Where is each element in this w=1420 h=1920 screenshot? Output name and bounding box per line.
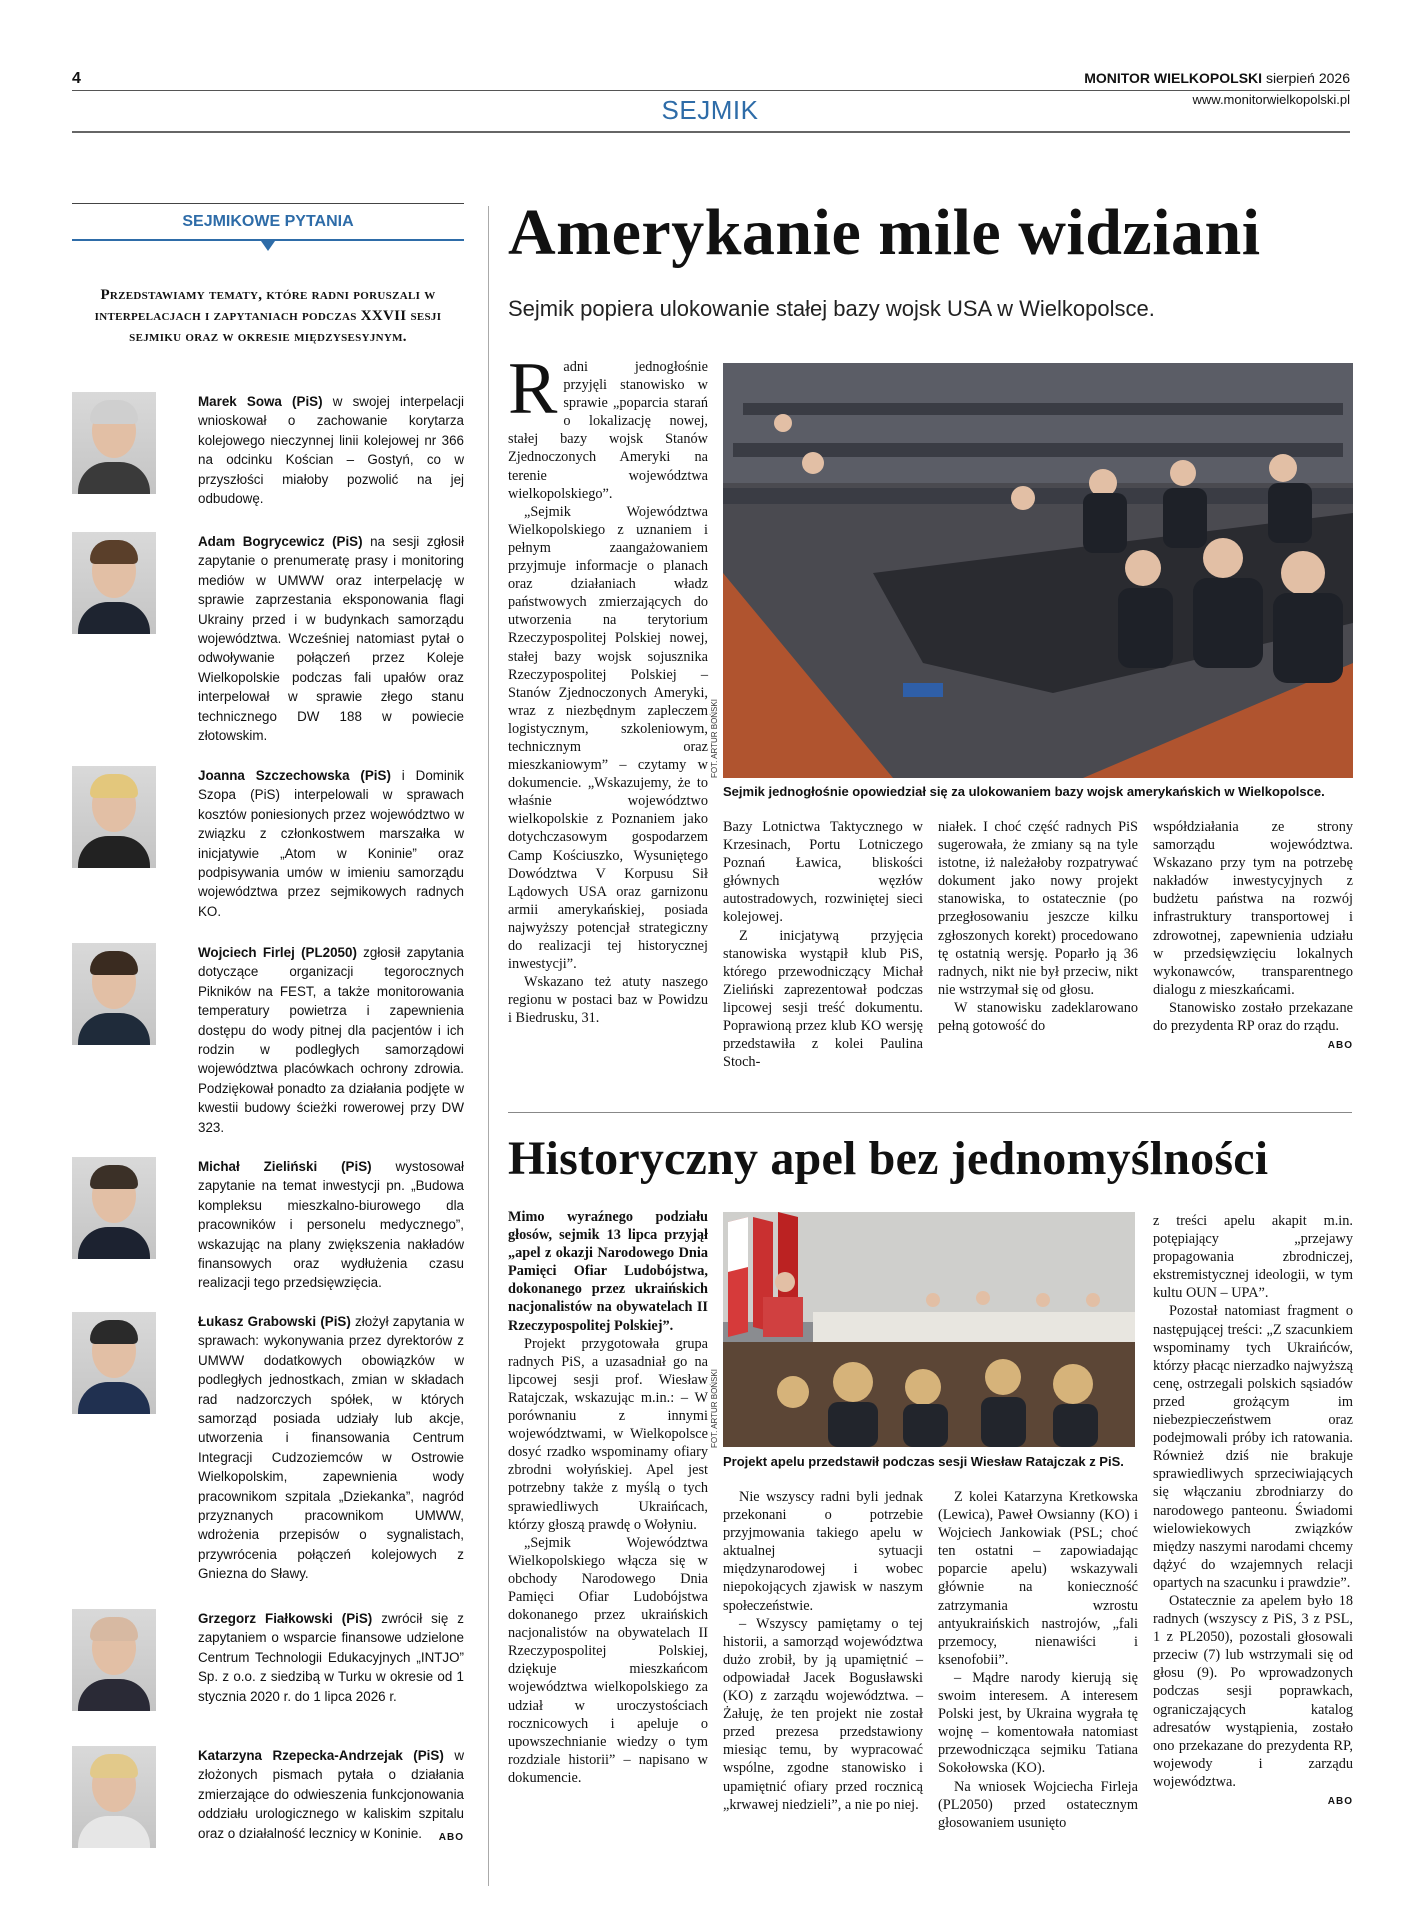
signature: ABO xyxy=(1327,1796,1353,1807)
article-column xyxy=(723,818,923,1071)
photo-credit: FOT. ARTUR BOŃSKI xyxy=(710,699,719,778)
avatar xyxy=(72,1746,156,1848)
sidebar-entry xyxy=(72,1312,464,1582)
avatar xyxy=(72,766,156,868)
entry-text: w złożonych pismach pytała o działania zmierzające do odwieszenia funkcjonowania oddziału urologicznego w kaliskim szpitalu oraz o działalność lecznicy w Koninie. xyxy=(198,1748,464,1841)
signature: ABO xyxy=(438,1831,464,1843)
paragraph: – Wszyscy pamiętamy o tej historii, a samorząd województwa dużo zrobił, by ją upamiętnić – odpowiadał Jacek Bogusławski (KO) z zarządu województwa. – Żałuję, że ten projekt nie został przed prezesa przedstawiony miesiąc temu, by wypracować wspólne, zgodne stanowisko i upamiętnić ofiary przed rocznicą „krwawej niedzieli”, a nie po niej. xyxy=(723,1615,923,1813)
entry-text: w swojej interpelacji wnioskował o zachowanie korytarza kolejowego nieczynnej linii kolejowej nr 366 na odcinku Kościan – Gostyń, co w przyszłości miałoby pozwolić na jej odbudowę. xyxy=(198,394,465,507)
masthead-brand: MONITOR WIELKOPOLSKI xyxy=(1084,70,1263,86)
avatar xyxy=(72,1157,156,1259)
avatar xyxy=(72,532,156,634)
avatar xyxy=(72,943,156,1045)
paragraph: Z inicjatywą przyjęcia stanowiska wystąpił klub PiS, którego przewodniczący Michał Zieliński zaprezentował podczas lipcowej sesji treść dokumentu. Poprawioną przez klub KO wersję przedstawiła z kolei Paulina Stoch- xyxy=(723,927,923,1071)
article-column xyxy=(1153,1212,1353,1811)
article-column xyxy=(938,1488,1138,1832)
sidebar-entry xyxy=(72,532,464,744)
entry-name: Wojciech Firlej (PL2050) xyxy=(198,945,357,960)
entry-name: Grzegorz Fiałkowski (PiS) xyxy=(198,1611,373,1626)
article-separator xyxy=(508,1112,1352,1113)
sidebar-entry xyxy=(72,766,465,919)
sidebar-entry xyxy=(72,1609,464,1719)
website-link[interactable]: www.monitorwielkopolski.pl xyxy=(1192,92,1350,107)
masthead-issue: sierpień 2026 xyxy=(1265,70,1350,86)
header-rule-bottom xyxy=(72,131,1350,133)
paragraph: Z kolei Katarzyna Kretkowska (Lewica), Paweł Owsianny (KO) i Wojciech Jankowiak (PSL; choć ten ostatni – zapowiadając poparcie apelu) wskazywali głównie na konieczność zatrzymania wzrostu antyukraińskich nastrojów, „fali przemocy, nienawiści i ksenofobii”. xyxy=(938,1489,1138,1668)
column-divider xyxy=(488,206,489,1886)
article-headline: Amerykanie mile widziani xyxy=(508,196,1261,269)
page-number: 4 xyxy=(72,70,81,87)
entry-name: Michał Zieliński (PiS) xyxy=(198,1159,372,1174)
entry-text: zwrócił się z zapytaniem o wsparcie finansowe udzielone Centrum Technologii Edukacyjnych „INTJO” Sp. z o.o. z siedzibą w Turku w okresie od 1 stycznia 2020 r. do 1 lipca 2026 r. xyxy=(198,1611,464,1704)
entry-name: Łukasz Grabowski (PiS) xyxy=(198,1314,351,1329)
paragraph: Na wniosek Wojciecha Firleja (PL2050) przed ostatecznym głosowaniem usunięto xyxy=(938,1778,1138,1831)
entry-name: Adam Bogrycewicz (PiS) xyxy=(198,534,363,549)
dropcap: R xyxy=(508,348,558,430)
photo-sejmik-session xyxy=(723,363,1353,778)
header-rule xyxy=(72,90,1350,91)
avatar xyxy=(72,1609,156,1711)
sidebar-intro: Przedstawiamy tematy, które radni poruszali w interpelacjach i zapytaniach podczas XXVII sesji sejmiku oraz w okresie międzysesyjnym. xyxy=(94,287,442,345)
masthead xyxy=(1084,70,1350,86)
entry-text: i Dominik Szopa (PiS) interpelowali w sprawach kosztów poniesionych przez województwo w związku z członkostwem marszałka w inicjatywie „Atom w Koninie” oraz podpisywania umów w imieniu samorządu województwa przez sejmikowych radnych KO. xyxy=(198,768,465,919)
photo-caption: Sejmik jednogłośnie opowiedział się za ulokowaniem bazy wojsk amerykańskich w Wielkopolsce. xyxy=(723,784,1325,799)
sidebar-entry xyxy=(72,1746,464,1856)
photo-credit: FOT. ARTUR BOŃSKI xyxy=(710,1369,719,1448)
article-lead: Sejmik popiera ulokowanie stałej bazy wojsk USA w Wielkopolsce. xyxy=(508,296,1155,321)
sidebar-rule xyxy=(72,203,464,204)
entry-name: Joanna Szczechowska (PiS) xyxy=(198,768,391,783)
photo-plenary-session xyxy=(723,1212,1135,1447)
paragraph: z treści apelu akapit m.in. potępiający „przejawy propagowania zbrodniczej, ekstremistycznej ideologii, w tym kultu OUN – UPA”. xyxy=(1153,1213,1353,1302)
paragraph: Pozostał natomiast fragment o następującej treści: „Z szacunkiem wspominamy tych Ukraińców, którzy płacąc nierzadko najwyższą cenę, ostrzegali polskich sąsiadów przed grożącym im niebezpieczeństwem oraz podejmowali próby ich ratowania. Również dziś nie brakuje sprawiedliwych sprzeciwiających się włączaniu zbrodniarzy do narodowego panteonu. Świadomi wielowiekowych związków między naszymi narodami chcemy dążyć do wzajemnych relacji opartych na szacunku i prawdzie”. xyxy=(1153,1303,1353,1591)
sidebar-arrow-icon xyxy=(261,241,275,251)
sidebar-entry xyxy=(72,1157,464,1291)
paragraph: współdziałania ze strony samorządu województwa. Wskazano przy tym na potrzebę nakładów inwestycyjnych z budżetu państwa na rozwój infrastruktury transportowej i zdrowotnej, zapewnienia udziału w przedsięwzięciu lokalnych wykonawców, transparentnego dialogu z mieszkańcami. xyxy=(1153,819,1353,998)
paragraph: „Sejmik Województwa Wielkopolskiego z uznaniem i pełnym zaangażowaniem przyjmuje informacje o planach oraz działaniach władz państwowych zmierzających do utworzenia na terytorium Rzeczypospolitej Polskiej nowej, stałej bazy wojsk sojusznika Rzeczypospolitej Polskiej – Stanów Zjednoczonych Ameryki, wraz z niezbędnym zapleczem logistycznym, szkoleniowym, technicznym oraz mieszkaniowym” – czytamy w dokumencie. „Wskazujemy, że to właśnie województwo wielkopolskie z Poznaniem jako dotychczasowym gospodarzem Camp Kościuszko, Wysuniętego Dowództwa V Korpusu Sił Lądowych USA oraz garnizonu armii amerykańskiej, posiada najwyższy potencjał strategiczny do realizacji tej historycznej inwestycji”. xyxy=(508,503,708,973)
sidebar-entry xyxy=(72,392,465,507)
paragraph: „Sejmik Województwa Wielkopolskiego włącza się w obchody Narodowego Dnia Pamięci Ofiar Ludobójstwa dokonanego przez ukraińskich nacjonalistów na obywatelach II Rzeczypospolitej Polskiej, dziękuje mieszkańcom województwa wielkopolskiego za udział w uroczystościach rocznicowych i apeluje o upowszechnianie wiedzy o tym rozdziale historii” – napisano w dokumencie. xyxy=(508,1534,708,1786)
entry-text: wystosował zapytanie na temat inwestycji pn. „Budowa kompleksu mieszkalno-biurowego dla pracowników i personelu medycznego”, wskazując na plany zwiększenia nakładów finansowych oraz wydłużenia czasu realizacji tego przedsięwzięcia. xyxy=(198,1159,464,1291)
entry-name: Marek Sowa (PiS) xyxy=(198,394,323,409)
entry-text: złożył zapytania w sprawach: wykonywania przez dyrektorów z UMWW dodatkowych obowiązków w podległych jednostkach, zmian w składach rad nadzorczych spółek, w których samorząd posiada udziały lub akcje, utworzenia i finansowania Centrum Integracji Cudzoziemców w Ostrowie Wielkopolskim, zapewnienia wody pracownikom szpitala „Dziekanka”, nagród przyznanych pracownikom UMWW, wdrożenia przepisów o sygnalistach, przywrócenia połączeń kolejowych z Gniezna do Sławy. xyxy=(198,1314,464,1582)
section-label: SEJMIK xyxy=(661,95,759,125)
article-column xyxy=(508,348,708,1027)
paragraph: niałek. I choć część radnych PiS sugerowała, że zmiany są na tyle istotne, iż należałoby rozpatrywać dokument jako nowy projekt stanowiska, to ostatecznie (po przegłosowaniu jeszcze kilku zgłoszonych korekt) procedowano tę ostatnią wersję. Poparło ją 36 radnych, nikt nie był przeciw, nikt nie wstrzymał się od głosu. xyxy=(938,819,1138,998)
entry-text: na sesji zgłosił zapytanie o prenumeratę prasy i monitoring mediów w UMWW oraz interpelację w sprawie zaprzestania eksponowania flagi Ukrainy przed i w budynkach samorządu województwa. Wcześniej natomiast pytał o odwoływanie połączeń przez Koleje Wielkopolskie podczas fali upałów oraz interpelował w sprawie złego stanu technicznego DW 188 w powiecie złotowskim. xyxy=(198,534,464,744)
article-photo xyxy=(723,363,1353,778)
article-column xyxy=(723,1488,923,1814)
article-headline: Historyczny apel bez jednomyślności xyxy=(508,1132,1269,1185)
sidebar-title: SEJMIKOWE PYTANIA xyxy=(182,213,354,230)
article-column xyxy=(508,1208,708,1787)
entry-name: Katarzyna Rzepecka-Andrzejak (PiS) xyxy=(198,1748,444,1763)
signature: ABO xyxy=(1327,1040,1353,1052)
paragraph: Wskazano też atuty naszego regionu w postaci baz w Powidzu i Biedrusku, 31. xyxy=(508,974,708,1027)
sidebar-entry xyxy=(72,943,464,1135)
paragraph: Projekt przygotowała grupa radnych PiS, a uzasadniał go na lipcowej sesji prof. Wiesław Ratajczak, wskazując m.in.: – W porównaniu z innymi województwami, w Wielkopolsce dosyć rzadko wspominamy ofiary zbrodni wołyńskiej. Apel jest potrzebny także z myślą o tych sprawiedliwych Ukraińcach, którzy głoszą prawdę o Wołyniu. xyxy=(508,1335,708,1533)
paragraph: – Mądre narody kierują się swoim interesem. A interesem Polski jest, by Ukraina wygrała tę wojnę – komentowała natomiast przewodnicząca sejmiku Tatiana Sokołowska (KO). xyxy=(938,1669,1138,1777)
entry-text: zgłosił zapytania dotyczące organizacji tegorocznych Pikników na FEST, a także monitorowania temperatury powietrza i zapewnienia dostępu do wody pitnej dla pacjentów i ich rodzin w podległych samorządowi województwa placówkach ochrony zdrowia. Podziękował ponadto za działania podjęte w kwestii budowy ścieżki rowerowej przy DW 323. xyxy=(198,945,464,1135)
paragraph: W stanowisku zadeklarowano pełną gotowość do xyxy=(938,999,1138,1035)
avatar xyxy=(72,1312,156,1414)
article-column xyxy=(1153,818,1353,1055)
paragraph: Nie wszyscy radni byli jednak przekonani o potrzebie przyjmowania takiego apelu w aktualnej sytuacji międzynarodowej i wobec niepokojących zjawisk w naszym społeczeństwie. xyxy=(723,1489,923,1614)
paragraph: Ostatecznie za apelem było 18 radnych (wszyscy z PiS, 3 z PSL, 1 z PL2050), pozostali głosowali przeciw (7) lub wstrzymali się od głosu (9). Po wprowadzonych podczas sesji poprawkach, ograniczających katalog adresatów wystąpienia, zostało ono przekazane do prezydenta RP, wojewody i zarządu województwa. xyxy=(1153,1592,1353,1790)
article-intro: Mimo wyraźnego podziału głosów, sejmik 13 lipca przyjął „apel z okazji Narodowego Dnia Pamięci Ofiar Ludobójstwa, dokonanego przez ukraińskich nacjonalistów na obywatelach II Rzeczypospolitej Polskiej”. xyxy=(508,1209,708,1334)
paragraph: Bazy Lotnictwa Taktycznego w Krzesinach, Portu Lotniczego Poznań Ławica, bliskości głównych węzłów autostradowych, rozwiniętej sieci kolejowej. xyxy=(723,819,923,926)
avatar xyxy=(72,392,156,494)
paragraph: Stanowisko zostało przekazane do prezydenta RP oraz do rządu. xyxy=(1153,999,1353,1035)
article-photo xyxy=(723,1212,1135,1447)
article-column xyxy=(938,818,1138,1035)
photo-caption: Projekt apelu przedstawił podczas sesji Wiesław Ratajczak z PiS. xyxy=(723,1454,1124,1469)
paragraph: adni jednogłośnie przyjęli stanowisko w sprawie „poparcia starań o lokalizację nowej, stałej bazy wojsk Stanów Zjednoczonych Ameryki na terenie województwa wielkopolskiego”. xyxy=(508,359,708,502)
